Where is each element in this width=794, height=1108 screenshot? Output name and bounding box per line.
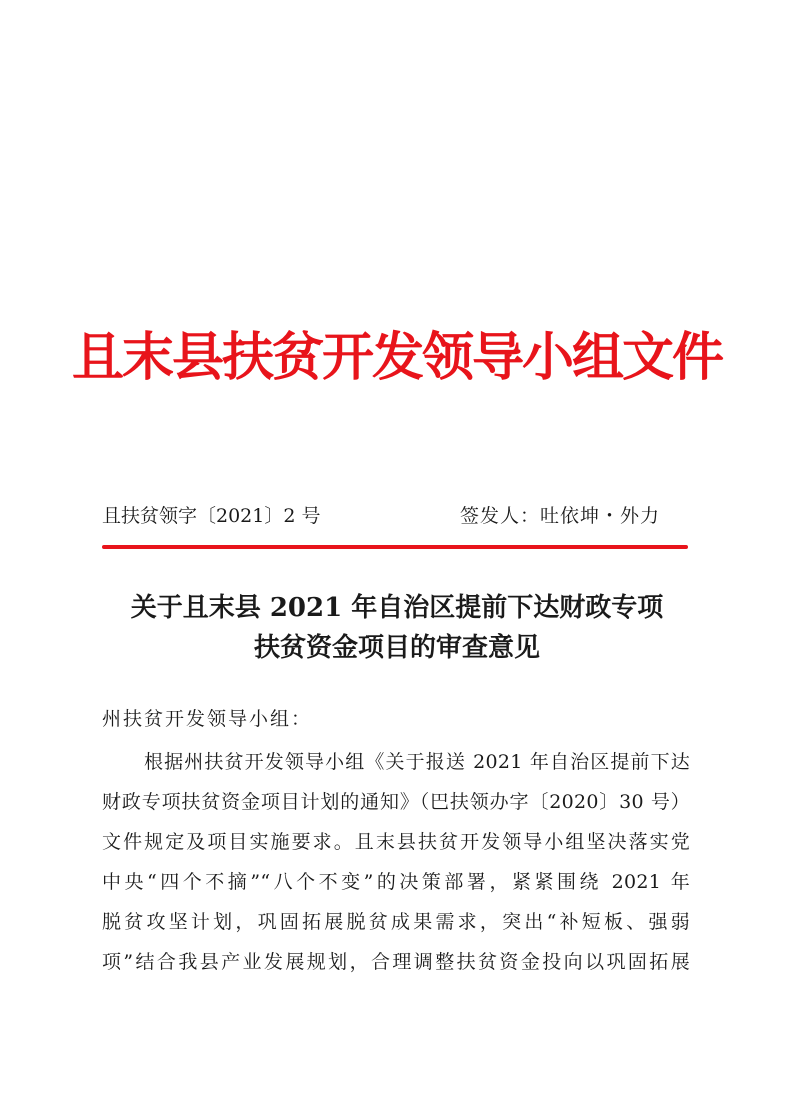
document-number: 且扶贫领字〔2021〕2 号 (102, 505, 321, 527)
body-paragraph-line: 中央“四个不摘”“八个不变”的决策部署，紧紧围绕 2021 年 (102, 871, 690, 893)
body-paragraph-line: 根据州扶贫开发领导小组《关于报送 2021 年自治区提前下达 (144, 751, 690, 773)
signer-label: 签发人：吐依坤・外力 (460, 505, 661, 527)
document-title-line-2: 扶贫资金项目的审查意见 (253, 633, 540, 663)
document-title-line-1: 关于且末县 2021 年自治区提前下达财政专项 (130, 593, 664, 623)
document-masthead: 且末县扶贫开发领导小组文件 (71, 327, 722, 388)
body-paragraph-line: 脱贫攻坚计划，巩固拓展脱贫成果需求，突出“补短板、强弱 (102, 911, 690, 933)
body-paragraph-line: 项”结合我县产业发展规划，合理调整扶贫资金投向以巩固拓展 (102, 951, 690, 973)
salutation: 州扶贫开发领导小组： (102, 708, 313, 730)
body-paragraph-line: 财政专项扶贫资金项目计划的通知》（巴扶领办字〔2020〕30 号） (102, 791, 690, 813)
body-paragraph-line: 文件规定及项目实施要求。且末县扶贫开发领导小组坚决落实党 (102, 831, 690, 853)
document-title (0, 588, 794, 668)
document-meta-row (102, 502, 692, 530)
red-divider-rule (102, 545, 688, 549)
